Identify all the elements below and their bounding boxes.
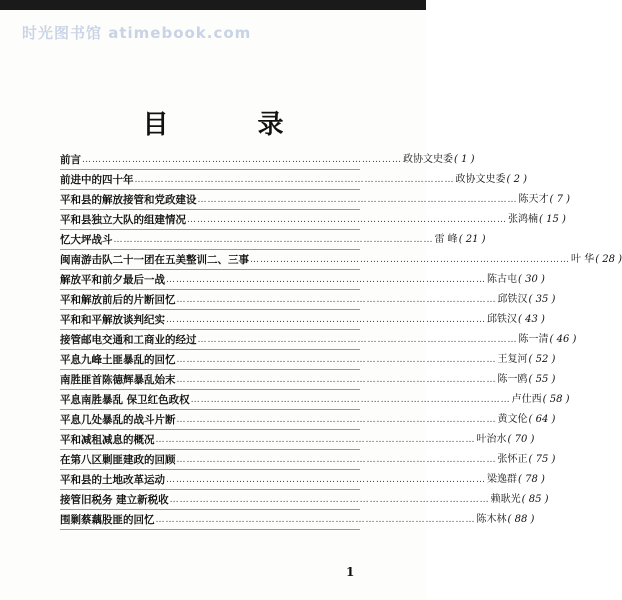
toc-entry-title: 平和县独立大队的组建情况 [60, 214, 186, 226]
toc-entry-title: 平息几处暴乱的战斗片断 [60, 414, 176, 426]
toc-entry [60, 150, 475, 170]
toc-leader-dots: …………………………………………………………………………………… [166, 475, 486, 485]
toc-leader-dots: …………………………………………………………………………………… [113, 235, 434, 245]
toc-entry-page: ( 2 ) [506, 174, 528, 185]
toc-entry-author: 张怀正 [497, 454, 528, 465]
toc-entry-title: 闽南游击队二十一团在五美整训二、三事 [60, 254, 249, 266]
toc-entry-page: ( 43 ) [518, 314, 545, 325]
toc-entry-page: ( 15 ) [539, 214, 566, 225]
top-border [0, 0, 426, 10]
toc-entry-page: ( 30 ) [518, 274, 545, 285]
toc-leader-dots: …………………………………………………………………………………… [169, 495, 490, 505]
toc-entry [60, 170, 528, 190]
toc-entry-author: 陈一鸥 [497, 374, 528, 385]
toc-entry-title: 平和和平解放谈判纪实 [60, 314, 165, 326]
toc-entry-page: ( 28 ) [595, 254, 622, 265]
toc-entry-title: 平息九峰土匪暴乱的回忆 [60, 354, 176, 366]
toc-entry-page: ( 35 ) [528, 294, 556, 305]
toc-entry-title: 平和县的解放接管和党政建设 [60, 194, 197, 206]
toc-leader-dots: …………………………………………………………………………………… [187, 215, 507, 225]
toc-entry-title: 前进中的四十年 [60, 174, 134, 186]
toc-entry [60, 210, 566, 230]
toc-entry-page: ( 58 ) [542, 394, 570, 405]
toc-entry [60, 470, 545, 490]
toc-entry-author: 陈木林 [476, 514, 507, 525]
toc-entry-author: 王复河 [497, 354, 528, 365]
toc-leader-dots: …………………………………………………………………………………… [134, 175, 455, 185]
toc-leader-dots: …………………………………………………………………………………… [197, 335, 518, 345]
toc-entry-page: ( 52 ) [528, 354, 556, 365]
toc-entry-page: ( 75 ) [528, 454, 556, 465]
toc-entry [60, 230, 486, 250]
toc-leader-dots: …………………………………………………………………………………… [176, 455, 497, 465]
toc-leader-dots: …………………………………………………………………………………… [190, 395, 511, 405]
toc-leader-dots: …………………………………………………………………………………… [176, 415, 497, 425]
toc-leader-dots: …………………………………………………………………………………… [155, 435, 476, 445]
toc-leader-dots: …………………………………………………………………………………… [176, 355, 497, 365]
toc-entry [60, 410, 556, 430]
toc-entry-page: ( 64 ) [528, 414, 556, 425]
table-of-contents [60, 150, 622, 530]
toc-entry-page: ( 85 ) [521, 494, 549, 505]
toc-entry-title: 平和减租减息的概况 [60, 434, 155, 446]
toc-leader-dots: …………………………………………………………………………………… [250, 255, 570, 265]
toc-entry-title: 平息南胜暴乱 保卫红色政权 [60, 394, 190, 406]
toc-entry-author: 政协文史委 [455, 174, 506, 185]
toc-entry-page: ( 78 ) [518, 474, 545, 485]
toc-leader-dots: …………………………………………………………………………………… [166, 315, 486, 325]
toc-entry-title: 在第八区剿匪建政的回顾 [60, 454, 176, 466]
toc-entry-author: 雷 峰 [434, 234, 458, 245]
toc-entry [60, 390, 570, 410]
toc-entry-page: ( 88 ) [507, 514, 535, 525]
toc-entry [60, 330, 577, 350]
toc-entry-author: 陈古屯 [487, 274, 517, 285]
toc-entry-title: 平和县的土地改革运动 [60, 474, 165, 486]
toc-leader-dots: …………………………………………………………………………………… [155, 515, 476, 525]
toc-entry-author: 叶 华 [571, 254, 595, 265]
toc-entry-author: 卢仕西 [511, 394, 542, 405]
toc-entry-author: 邱铁汉 [487, 314, 517, 325]
toc-leader-dots: …………………………………………………………………………………… [197, 195, 518, 205]
toc-entry-title: 南胜匪首陈德辉暴乱始末 [60, 374, 176, 386]
toc-entry-title: 前言 [60, 154, 81, 166]
toc-entry-title: 平和解放前后的片断回忆 [60, 294, 176, 306]
toc-entry [60, 270, 545, 290]
toc-entry [60, 370, 556, 390]
watermark: 时光图书馆 atimebook.com [22, 24, 252, 42]
toc-entry-author: 黄文伦 [497, 414, 528, 425]
toc-entry-page: ( 1 ) [454, 154, 475, 165]
toc-entry-page: ( 7 ) [549, 194, 571, 205]
toc-entry-author: 梁逸群 [487, 474, 517, 485]
toc-entry-author: 赖耿光 [490, 494, 521, 505]
toc-entry-page: ( 46 ) [549, 334, 577, 345]
toc-entry-author: 陈天才 [518, 194, 549, 205]
page-title: 目 录 [142, 110, 324, 140]
toc-entry-title: 接管邮电交通和工商业的经过 [60, 334, 197, 346]
toc-entry-title: 解放平和前夕最后一战 [60, 274, 165, 286]
toc-entry-title: 接管旧税务 建立新税收 [60, 494, 169, 506]
toc-entry [60, 250, 622, 270]
toc-entry-page: ( 70 ) [507, 434, 535, 445]
toc-entry-author: 张鸿楠 [508, 214, 538, 225]
toc-entry-page: ( 55 ) [528, 374, 556, 385]
toc-entry-page: ( 21 ) [458, 234, 486, 245]
toc-entry [60, 290, 556, 310]
toc-entry [60, 190, 571, 210]
toc-entry-author: 政协文史委 [403, 154, 453, 165]
page-number: 1 [346, 565, 355, 579]
toc-entry-title: 围剿蔡藕股匪的回忆 [60, 514, 155, 526]
toc-entry-author: 邱铁汉 [497, 294, 528, 305]
toc-entry [60, 490, 549, 510]
toc-leader-dots: …………………………………………………………………………………… [176, 375, 497, 385]
toc-entry-author: 陈一清 [518, 334, 549, 345]
toc-entry [60, 450, 556, 470]
toc-entry [60, 430, 535, 450]
toc-leader-dots: …………………………………………………………………………………… [82, 155, 402, 165]
toc-entry-title: 忆大坪战斗 [60, 234, 113, 246]
toc-entry [60, 510, 535, 530]
toc-leader-dots: …………………………………………………………………………………… [176, 295, 497, 305]
toc-entry-author: 叶治水 [476, 434, 507, 445]
toc-entry [60, 310, 545, 330]
toc-leader-dots: …………………………………………………………………………………… [166, 275, 486, 285]
toc-entry [60, 350, 556, 370]
